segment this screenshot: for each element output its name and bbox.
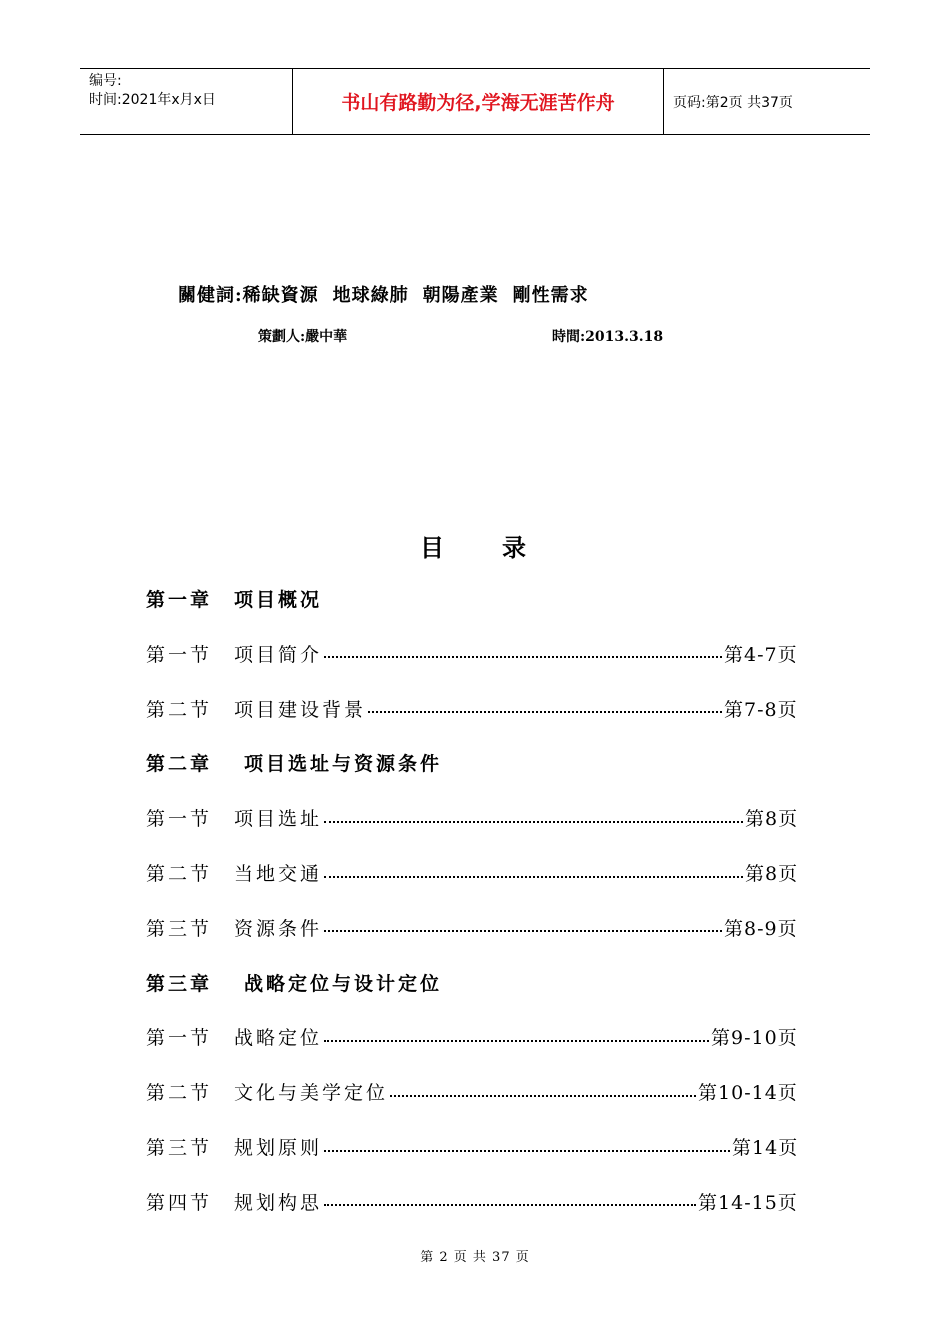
toc-page-ref: 第14-15页 [698, 1191, 798, 1214]
toc-section [146, 914, 798, 941]
toc-leader-dots [368, 711, 722, 713]
toc-title: 目录 [420, 533, 584, 562]
toc-number: 第四节 [146, 1191, 213, 1214]
toc-leader-dots [324, 1204, 696, 1206]
toc-title-text: 战略定位与设计定位 [244, 972, 443, 995]
page-footer: 第 2 页 共 37 页 [420, 1250, 530, 1265]
toc-leader-dots [324, 1150, 730, 1152]
toc-section [146, 1078, 798, 1105]
toc-title-text: 战略定位 [234, 1027, 323, 1050]
toc-title-text: 文化与美学定位 [234, 1082, 389, 1105]
toc-leader-dots [324, 821, 743, 823]
header-table [80, 68, 870, 135]
toc-page-ref: 第7-8页 [724, 698, 798, 721]
toc-chapter [146, 969, 442, 996]
toc-number: 第二节 [146, 1082, 213, 1105]
toc-number: 第一节 [146, 643, 213, 666]
header-motto: 书山有路勤为径,学海无涯苦作舟 [293, 69, 664, 135]
toc-page-ref: 第9-10页 [711, 1027, 798, 1050]
toc-section [146, 804, 798, 831]
toc-leader-dots [324, 930, 722, 932]
toc-title-text: 项目选址与资源条件 [244, 753, 443, 776]
toc-page-ref: 第8页 [745, 863, 799, 885]
toc-number: 第二章 [146, 753, 213, 776]
header-page-code: 页码:第2页 共37页 [664, 69, 871, 135]
toc-section [146, 1133, 798, 1160]
toc-section [146, 1188, 798, 1215]
toc-section [146, 640, 798, 667]
toc-leader-dots [390, 1095, 696, 1097]
code-label: 编号: [89, 73, 122, 89]
keyword-item: 地球綠肺 [332, 285, 409, 306]
toc-page-ref: 第4-7页 [724, 643, 798, 666]
toc-number: 第二节 [146, 698, 213, 721]
toc-title-text: 项目选址 [234, 808, 323, 831]
header-meta [80, 69, 293, 135]
toc-title-text: 项目概况 [234, 589, 323, 611]
toc-title-text: 规划构思 [234, 1191, 323, 1214]
toc-leader-dots [324, 1040, 709, 1042]
toc-section [146, 859, 798, 886]
toc-number: 第三章 [146, 972, 213, 995]
toc-number: 第三节 [146, 1137, 213, 1159]
keywords-label: 關健詞: [178, 285, 243, 306]
toc-section [146, 695, 798, 722]
toc-page-ref: 第8-9页 [724, 917, 798, 940]
keyword-item: 剛性需求 [512, 285, 589, 306]
toc-number: 第三节 [146, 917, 213, 940]
toc-chapter [146, 585, 322, 612]
time-label: 时间:2021年x月x日 [89, 92, 216, 108]
toc-title-text: 项目简介 [234, 643, 323, 666]
toc-title-text: 当地交通 [234, 863, 323, 885]
toc-page-ref: 第8页 [745, 808, 799, 831]
keywords-line [178, 281, 603, 307]
toc-leader-dots [324, 656, 722, 658]
toc-number: 第一章 [146, 589, 213, 611]
toc-leader-dots [324, 876, 743, 878]
keyword-item: 稀缺資源 [242, 285, 319, 306]
planner: 策劃人:嚴中華 [258, 329, 348, 345]
toc-title-text: 项目建设背景 [234, 698, 367, 721]
toc-title-text: 资源条件 [234, 917, 323, 940]
toc-chapter [146, 749, 442, 776]
toc-number: 第一节 [146, 1027, 213, 1050]
toc-number: 第一节 [146, 808, 213, 831]
plan-time: 時間:2013.3.18 [552, 329, 664, 345]
toc-page-ref: 第10-14页 [698, 1082, 798, 1105]
keyword-item: 朝陽產業 [422, 285, 499, 306]
toc-number: 第二节 [146, 863, 213, 885]
toc-section [146, 1023, 798, 1050]
toc-title-text: 规划原则 [234, 1137, 323, 1159]
toc-page-ref: 第14页 [732, 1137, 799, 1159]
